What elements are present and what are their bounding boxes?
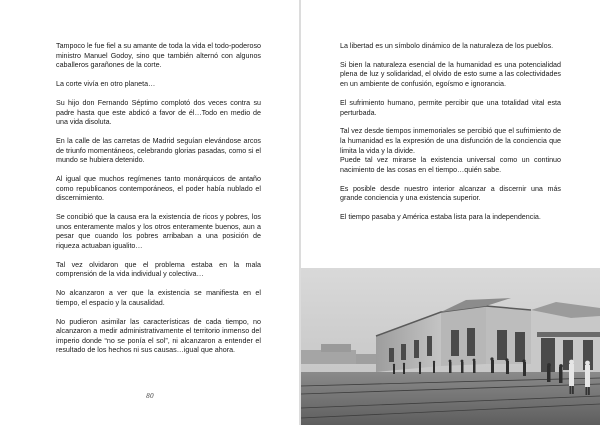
paragraph: El sufrimiento humano, permite percibir que una totalidad vital esta perturbada.: [340, 98, 561, 117]
paragraph: Tal vez desde tiempos inmemoriales se percibió que el sufrimiento de la humanidad es la expresión de una disfunción de la conciencia que limita la vida y la divide.: [340, 127, 561, 155]
paragraph: En la calle de las carretas de Madrid seguían elevándose arcos de triunfo momentáneos, celebrando glorias pasadas, como si el mundo se hubiera detenido.: [56, 137, 261, 165]
paragraph: Tal vez olvidaron que el problema estaba en la mala comprensión de la vida individual y colectiva…: [56, 260, 261, 279]
paragraph: Es posible desde nuestro interior alcanzar a discernir una más grande conciencia y una existencia superior.: [340, 184, 561, 203]
right-text-column: [340, 42, 561, 232]
paragraph: No pudieron asimilar las características de cada tiempo, no alcanzaron a medir administrativamente el territorio inmenso del imperio donde “no se ponía el sol”, ni alcanzaron a entender el resultado de los hechos ni sus causas…igual que ahora.: [56, 317, 261, 355]
left-text-column: [56, 42, 261, 365]
paragraph: Se concibió que la causa era la existencia de ricos y pobres, los unos enteramente malos y los otros enteramente buenos, aun a pesar que cuando los pobres arribaban a una posición de riqueza actuaban igualito…: [56, 213, 261, 250]
page-number: 80: [146, 393, 154, 400]
paragraph: Al igual que muchos regímenes tanto monárquicos de antaño como republicanos contemporáneos, el poder había nublado el discernimiento.: [56, 175, 261, 203]
historical-photograph: [301, 268, 600, 425]
paragraph: La corte vivía en otro planeta…: [56, 80, 156, 89]
right-page: [301, 0, 600, 425]
paragraph: Tampoco le fue fiel a su amante de toda la vida el todo-poderoso ministro Manuel Godoy, sino que también alternó con algunos caballeros garañones de la corte.: [56, 42, 261, 70]
paragraph: Su hijo don Fernando Séptimo complotó dos veces contra su padre hasta que este abdicó a favor de él…Todo en medio de una vida disoluta.: [56, 98, 261, 127]
paragraph: La libertad es un símbolo dinámico de la naturaleza de los pueblos.: [340, 42, 554, 50]
paragraph: El tiempo pasaba y América estaba lista para la independencia.: [340, 213, 541, 222]
paragraph: Puede tal vez mirarse la existencia universal como un continuo nacimiento de las cosas en el tiempo…quién sabe.: [340, 156, 561, 174]
paragraph: Si bien la naturaleza esencial de la humanidad es una potencialidad plena de luz y solidaridad, el olvido de esto sume a las colectividades en un ambiente de confusión, egoísmo e ignorancia.: [340, 60, 561, 89]
paragraph: No alcanzaron a ver que la existencia se manifiesta en el tiempo, el espacio y la causalidad.: [56, 289, 261, 307]
